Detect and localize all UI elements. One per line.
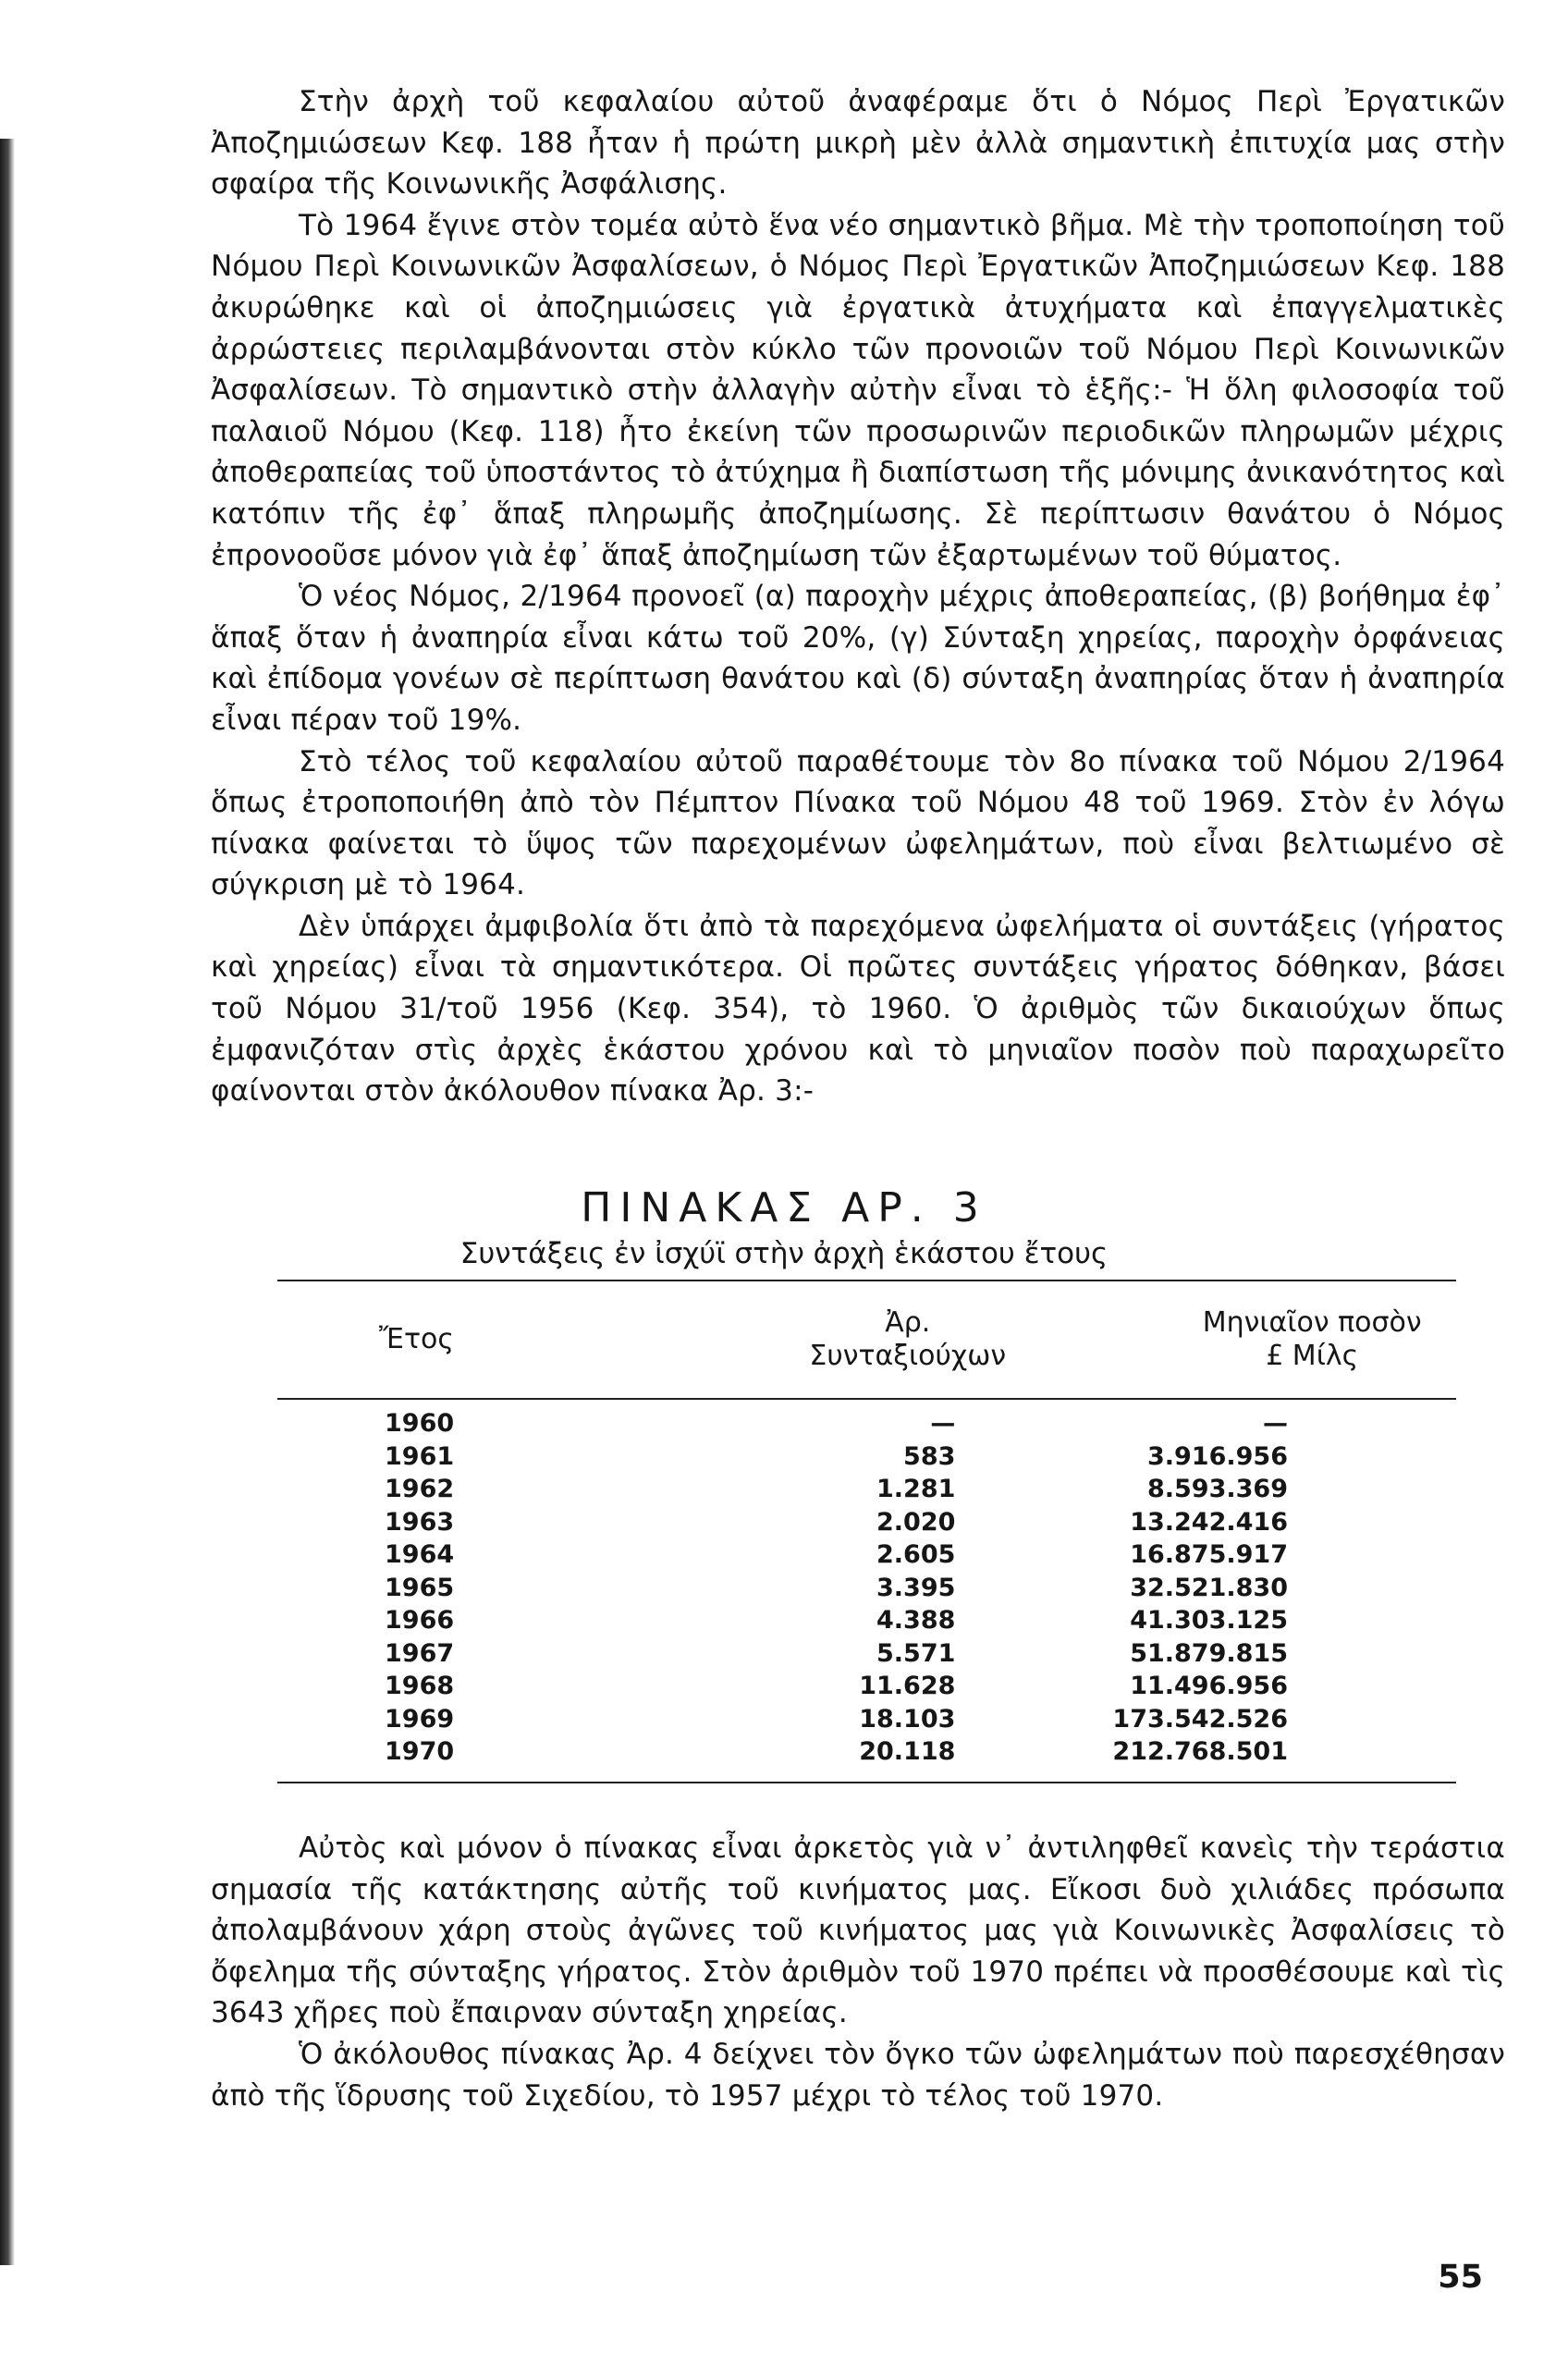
pensioners-count-cell [564, 1506, 1112, 1539]
year-cell [277, 1703, 564, 1736]
header-amount [1112, 1281, 1456, 1399]
year-cell-text: 1969 [385, 1704, 455, 1734]
table-row [277, 1670, 1456, 1703]
pensioners-count-cell [564, 1473, 1112, 1506]
pensioners-count-cell [564, 1538, 1112, 1572]
year-cell-text: 1965 [385, 1573, 455, 1602]
table-row [277, 1399, 1456, 1440]
paragraph: Ὁ νέος Νόμος, 2/1964 προνοεῖ (α) παροχὴν μέχρις ἀποθεραπείας, (β) βοήθημα ἐφ᾽ ἅπαξ ὅταν ἡ ἀναπηρία εἶναι κάτω τοῦ 20%, (γ) Σύνταξη χηρείας, παροχὴν ὀρφάνειας καὶ ἐπίδομα γονέων σὲ περίπτωση θανάτου καὶ (δ) σύνταξη ἀναπηρίας ὅταν ἡ ἀναπηρία εἶναι πέραν τοῦ 19%. [211, 580, 1505, 737]
pensioners-count-cell-text: 1.281 [876, 1475, 956, 1504]
year-cell [277, 1440, 564, 1474]
table-row [277, 1735, 1456, 1769]
table-row [277, 1506, 1456, 1539]
monthly-amount-cell-text: 51.879.815 [1130, 1638, 1288, 1668]
year-cell-text: 1970 [385, 1737, 455, 1767]
pensioners-count-cell [564, 1637, 1112, 1671]
table-row [277, 1572, 1456, 1605]
header-count-line1: Ἀρ. [885, 1306, 931, 1339]
year-cell [277, 1506, 564, 1539]
monthly-amount-cell [1112, 1572, 1456, 1605]
header-row [277, 1281, 1456, 1399]
paragraph: Τὸ 1964 ἔγινε στὸν τομέα αὐτὸ ἕνα νέο σημαντικὸ βῆμα. Μὲ τὴν τροποποίηση τοῦ Νόμου Περὶ Κοινωνικῶν Ἀσφαλίσεων, ὁ Νόμος Περὶ Ἐργατικῶν Ἀποζημιώσεων Κεφ. 188 ἀκυρώθηκε καὶ οἱ ἀποζημιώσεις γιὰ ἐργατικὰ ἀτυχήματα καὶ ἐπαγγελματικὲς ἀρρώστειες περιλαμβάνονται στὸν κύκλο τῶν προνοιῶν τοῦ Νόμου Περὶ Κοινωνικῶν Ἀσφαλίσεων. Τὸ σημαντικὸ στὴν ἀλλαγὴν αὐτὴν εἶναι τὸ ἑξῆς:- Ἡ ὅλη φιλοσοφία τοῦ παλαιοῦ Νόμου (Κεφ. 118) ἦτο ἐκείνη τῶν προσωρινῶν περιοδικῶν πληρωμῶν μέχρις ἀποθεραπείας τοῦ ὑποστάντος τὸ ἀτύχημα ἢ διαπίστωση τῆς μόνιμης ἀνικανότητος καὶ κατόπιν τῆς ἐφ᾽ ἅπαξ πληρωμῆς ἀποζημίωσης. Σὲ περίπτωσιν θανάτου ὁ Νόμος ἐπρονοοῦσε μόνον γιὰ ἐφ᾽ ἅπαξ ἀποζημίωση τῶν ἐξαρτωμένων τοῦ θύματος. [211, 208, 1505, 572]
paragraph: Στὴν ἀρχὴ τοῦ κεφαλαίου αὐτοῦ ἀναφέραμε ὅτι ὁ Νόμος Περὶ Ἐργατικῶν Ἀποζημιώσεων Κεφ. 188 ἦταν ἡ πρώτη μικρὴ μὲν ἀλλὰ σημαντικὴ ἐπιτυχία μας στὴν σφαίρα τῆς Κοινωνικῆς Ἀσφάλισης. [211, 85, 1505, 202]
pensioners-count-cell [564, 1440, 1112, 1474]
year-cell [277, 1538, 564, 1572]
monthly-amount-cell-text: 32.521.830 [1130, 1573, 1288, 1602]
monthly-amount-cell [1112, 1399, 1456, 1440]
pensioners-count-cell-text: 18.103 [859, 1704, 956, 1734]
header-count-line2: Συνταξιούχων [809, 1340, 1007, 1372]
monthly-amount-cell-text: 3.916.956 [1146, 1441, 1288, 1471]
monthly-amount-cell [1112, 1703, 1456, 1736]
pensioners-count-cell-text: 20.118 [859, 1737, 956, 1767]
year-cell [277, 1604, 564, 1637]
paragraph: Αὐτὸς καὶ μόνον ὁ πίνακας εἶναι ἀρκετὸς γιὰ ν᾽ ἀντιληφθεῖ κανεὶς τὴν τεράστια σημασία τῆς κατάκτησης αὐτῆς τοῦ κινήματος μας. Εἴκοσι δυὸ χιλιάδες πρόσωπα ἀπολαμβάνουν χάρη στοὺς ἀγῶνες τοῦ κινήματος μας γιὰ Κοινωνικὲς Ἀσφαλίσεις τὸ ὄφελημα τῆς σύνταξης γήρατος. Στὸν ἀριθμὸν τοῦ 1970 πρέπει νὰ προσθέσουμε καὶ τὶς 3643 χῆρες ποὺ ἔπαιρναν σύνταξη χηρείας. [211, 1832, 1505, 2030]
pensioners-count-cell-text: 11.628 [859, 1672, 956, 1701]
header-amount-line1: Μηνιαῖον ποσὸν [1202, 1306, 1422, 1339]
year-cell-text: 1968 [385, 1672, 455, 1701]
pensioners-count-cell [564, 1399, 1112, 1440]
pensioners-count-cell-text: 4.388 [876, 1606, 956, 1636]
paragraph: Δὲν ὑπάρχει ἀμφιβολία ὅτι ἀπὸ τὰ παρεχόμενα ὠφελήματα οἱ συντάξεις (γήρατος καὶ χηρείας) εἶναι τὰ σημαντικότερα. Οἱ πρῶτες συντάξεις γήρατος δόθηκαν, βάσει τοῦ Νόμου 31/τοῦ 1956 (Κεφ. 354), τὸ 1960. Ὁ ἀριθμὸς τῶν δικαιούχων ὅπως ἐμφανιζόταν στὶς ἀρχὲς ἑκάστου χρόνου καὶ τὸ μηνιαῖον ποσὸν ποὺ παραχωρεῖτο φαίνονται στὸν ἀκόλουθον πίνακα Ἀρ. 3:- [211, 909, 1505, 1109]
year-cell-text: 1961 [385, 1441, 455, 1471]
year-cell [277, 1572, 564, 1605]
pensioners-count-cell [564, 1703, 1112, 1736]
monthly-amount-cell [1112, 1473, 1456, 1506]
body-text-top [211, 81, 1505, 1112]
year-cell-text: 1960 [385, 1409, 455, 1439]
table-title: ΠΙΝΑΚΑΣ ΑΡ. 3 [581, 1184, 987, 1232]
year-cell [277, 1399, 564, 1440]
pensioners-count-cell-text: — [930, 1409, 956, 1439]
header-count [564, 1281, 1112, 1399]
header-year: Ἔτος [277, 1281, 564, 1399]
pensioners-count-cell [564, 1670, 1112, 1703]
monthly-amount-cell-text: 13.242.416 [1130, 1507, 1288, 1537]
monthly-amount-cell-text: 173.542.526 [1112, 1704, 1288, 1734]
monthly-amount-cell [1112, 1637, 1456, 1671]
monthly-amount-cell [1112, 1670, 1456, 1703]
monthly-amount-cell-text: 8.593.369 [1146, 1475, 1288, 1504]
table-body [277, 1399, 1456, 1769]
monthly-amount-cell [1112, 1604, 1456, 1637]
monthly-amount-cell-text: 212.768.501 [1112, 1737, 1288, 1767]
header-amount-line2: £ Μίλς [1266, 1340, 1359, 1372]
year-cell [277, 1473, 564, 1506]
monthly-amount-cell-text: 16.875.917 [1130, 1540, 1288, 1570]
year-cell-text: 1964 [385, 1540, 455, 1570]
year-cell [277, 1637, 564, 1671]
pensioners-count-cell-text: 583 [903, 1441, 956, 1471]
monthly-amount-cell [1112, 1440, 1456, 1474]
body-text-bottom [211, 1828, 1505, 2116]
table-row [277, 1473, 1456, 1506]
monthly-amount-cell-text: 41.303.125 [1130, 1606, 1288, 1636]
pensioners-count-cell-text: 2.605 [876, 1540, 956, 1570]
monthly-amount-cell [1112, 1506, 1456, 1539]
table-row [277, 1703, 1456, 1736]
table-header [277, 1281, 1456, 1399]
year-cell [277, 1670, 564, 1703]
table-row [277, 1538, 1456, 1572]
table-row [277, 1604, 1456, 1637]
paragraph: Στὸ τέλος τοῦ κεφαλαίου αὐτοῦ παραθέτουμε τὸν 8ο πίνακα τοῦ Νόμου 2/1964 ὅπως ἐτροποποιήθη ἀπὸ τὸν Πέμπτον Πίνακα τοῦ Νόμου 48 τοῦ 1969. Στὸν ἐν λόγω πίνακα φαίνεται τὸ ὕψος τῶν παρεχομένων ὠφελημάτων, ποὺ εἶναι βελτιωμένο σὲ σύγκριση μὲ τὸ 1964. [211, 744, 1505, 902]
table-subtitle: Συντάξεις ἐν ἰσχύϊ στὴν ἀρχὴ ἑκάστου ἔτους [459, 1237, 1109, 1270]
pensioners-count-cell [564, 1572, 1112, 1605]
pensioners-count-cell-text: 2.020 [876, 1507, 956, 1537]
pensioners-count-cell [564, 1735, 1112, 1769]
pensions-table [277, 1280, 1456, 1769]
monthly-amount-cell [1112, 1735, 1456, 1769]
year-cell-text: 1966 [385, 1606, 455, 1636]
year-cell-text: 1967 [385, 1638, 455, 1668]
table-row [277, 1637, 1456, 1671]
monthly-amount-cell [1112, 1538, 1456, 1572]
table-row [277, 1440, 1456, 1474]
monthly-amount-cell-text: — [1263, 1409, 1288, 1439]
page-number: 55 [1438, 2259, 1483, 2296]
year-cell [277, 1735, 564, 1769]
pensioners-count-cell-text: 3.395 [876, 1573, 956, 1602]
year-cell-text: 1963 [385, 1507, 455, 1537]
paragraph: Ὁ ἀκόλουθος πίνακας Ἀρ. 4 δείχνει τὸν ὄγκο τῶν ὠφελημάτων ποὺ παρεσχέθησαν ἀπὸ τῆς ἵδρυσης τοῦ Σιχεδίου, τὸ 1957 μέχρι τὸ τέλος τοῦ 1970. [211, 2037, 1505, 2113]
pensioners-count-cell [564, 1604, 1112, 1637]
monthly-amount-cell-text: 11.496.956 [1130, 1672, 1288, 1701]
table-bottom-rule [277, 1782, 1456, 1783]
pensioners-count-cell-text: 5.571 [876, 1638, 956, 1668]
year-cell-text: 1962 [385, 1475, 455, 1504]
